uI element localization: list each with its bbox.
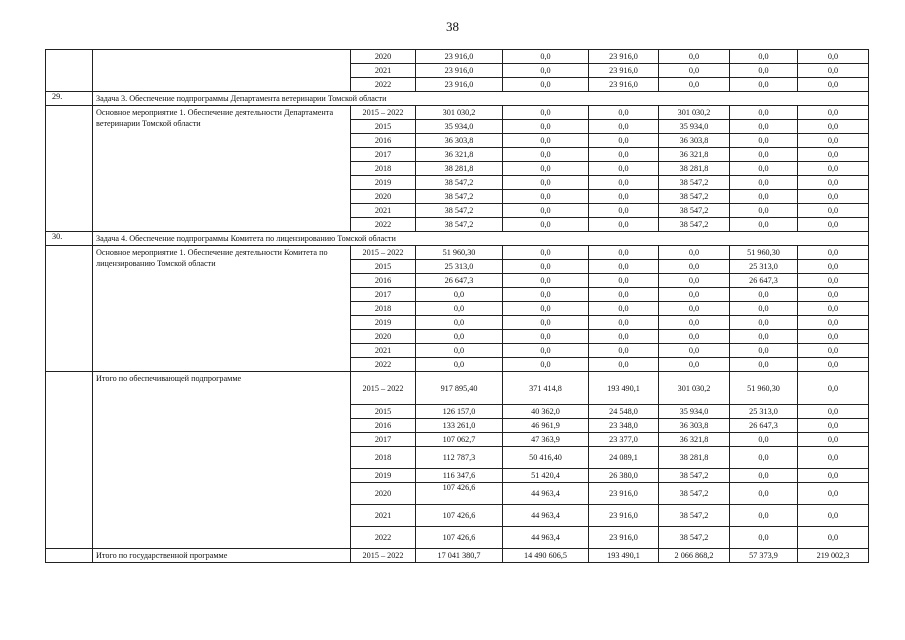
value-cell: 0,0 [589,106,659,120]
value-cell: 0,0 [503,358,589,372]
budget-table [45,49,869,563]
value-cell: 0,0 [589,344,659,358]
value-cell: 0,0 [730,316,798,330]
period-cell: 2020 [351,190,416,204]
value-cell: 0,0 [659,358,730,372]
value-cell: 23 916,0 [589,64,659,78]
period-cell: 2021 [351,344,416,358]
task-title-cell: Задача 3. Обеспечение подпрограммы Департамента ветеринарии Томской области [93,92,869,106]
value-cell: 219 002,3 [798,549,869,563]
value-cell: 44 963,4 [503,505,589,527]
value-cell: 0,0 [416,358,503,372]
value-cell: 0,0 [416,330,503,344]
value-cell: 25 313,0 [730,260,798,274]
row-number-cell [46,106,93,232]
value-cell: 0,0 [730,505,798,527]
table-row [46,549,869,563]
period-cell: 2016 [351,134,416,148]
value-cell: 107 426,6 [416,527,503,549]
value-cell: 0,0 [798,120,869,134]
value-cell: 14 490 606,5 [503,549,589,563]
value-cell: 126 157,0 [416,405,503,419]
row-number-cell [46,549,93,563]
value-cell: 301 030,2 [659,106,730,120]
value-cell: 35 934,0 [416,120,503,134]
task-title-cell: Задача 4. Обеспечение подпрограммы Комитета по лицензированию Томской области [93,232,869,246]
value-cell: 0,0 [798,302,869,316]
value-cell: 0,0 [798,358,869,372]
value-cell: 0,0 [798,162,869,176]
value-cell: 0,0 [798,288,869,302]
period-cell: 2017 [351,148,416,162]
value-cell: 0,0 [416,288,503,302]
value-cell: 0,0 [730,344,798,358]
value-cell: 0,0 [503,78,589,92]
value-cell: 0,0 [416,316,503,330]
value-cell: 38 281,8 [416,162,503,176]
value-cell: 0,0 [659,288,730,302]
value-cell: 0,0 [798,447,869,469]
value-cell: 35 934,0 [659,120,730,134]
value-cell: 23 916,0 [589,78,659,92]
row-number-cell: 30. [46,232,93,246]
value-cell: 17 041 380,7 [416,549,503,563]
value-cell: 0,0 [730,190,798,204]
value-cell: 0,0 [798,246,869,260]
value-cell: 0,0 [503,204,589,218]
value-cell: 0,0 [503,274,589,288]
row-number-cell [46,246,93,372]
table-row [46,106,869,120]
period-cell: 2015 [351,120,416,134]
value-cell: 0,0 [730,302,798,316]
row-number-cell [46,372,93,549]
value-cell: 0,0 [589,134,659,148]
value-cell: 0,0 [730,176,798,190]
activity-label-cell [93,50,351,92]
value-cell: 38 547,2 [659,218,730,232]
table-row [46,50,869,64]
value-cell: 0,0 [659,64,730,78]
value-cell: 2 066 868,2 [659,549,730,563]
value-cell: 51 420,4 [503,469,589,483]
value-cell: 0,0 [730,483,798,505]
value-cell: 26 647,3 [416,274,503,288]
value-cell: 25 313,0 [730,405,798,419]
period-cell: 2018 [351,162,416,176]
value-cell: 38 547,2 [659,204,730,218]
value-cell: 0,0 [503,260,589,274]
value-cell: 0,0 [659,344,730,358]
value-cell: 0,0 [503,176,589,190]
value-cell: 0,0 [798,134,869,148]
value-cell: 0,0 [589,246,659,260]
value-cell: 24 548,0 [589,405,659,419]
value-cell: 0,0 [798,469,869,483]
period-cell: 2021 [351,64,416,78]
value-cell: 0,0 [589,288,659,302]
value-cell: 36 321,8 [659,433,730,447]
value-cell: 0,0 [659,246,730,260]
value-cell: 0,0 [503,50,589,64]
value-cell: 0,0 [798,372,869,405]
task-row [46,232,869,246]
value-cell: 0,0 [730,106,798,120]
period-cell: 2019 [351,316,416,330]
period-cell: 2017 [351,433,416,447]
value-cell: 0,0 [730,148,798,162]
value-cell: 0,0 [503,64,589,78]
value-cell: 0,0 [503,106,589,120]
value-cell: 301 030,2 [659,372,730,405]
period-cell: 2018 [351,447,416,469]
value-cell: 0,0 [730,433,798,447]
value-cell: 36 303,8 [659,419,730,433]
value-cell: 107 426,6 [416,483,503,505]
period-cell: 2021 [351,505,416,527]
value-cell: 0,0 [730,358,798,372]
value-cell: 0,0 [659,78,730,92]
value-cell: 38 547,2 [416,204,503,218]
value-cell: 0,0 [798,218,869,232]
value-cell: 0,0 [659,260,730,274]
value-cell: 51 960,30 [730,372,798,405]
period-cell: 2015 [351,405,416,419]
value-cell: 38 547,2 [659,176,730,190]
value-cell: 0,0 [798,405,869,419]
value-cell: 23 916,0 [416,78,503,92]
period-cell: 2016 [351,274,416,288]
activity-label-cell: Итого по обеспечивающей подпрограмме [93,372,351,549]
value-cell: 0,0 [730,64,798,78]
value-cell: 38 547,2 [659,469,730,483]
value-cell: 0,0 [730,330,798,344]
period-cell: 2022 [351,358,416,372]
value-cell: 38 547,2 [416,190,503,204]
period-cell: 2019 [351,469,416,483]
period-cell: 2019 [351,176,416,190]
value-cell: 0,0 [589,316,659,330]
value-cell: 36 321,8 [416,148,503,162]
row-number-cell [46,50,93,92]
value-cell: 0,0 [659,302,730,316]
value-cell: 0,0 [798,505,869,527]
value-cell: 38 547,2 [416,176,503,190]
value-cell: 0,0 [503,344,589,358]
value-cell: 0,0 [589,162,659,176]
period-cell: 2015 – 2022 [351,106,416,120]
value-cell: 0,0 [589,204,659,218]
value-cell: 371 414,8 [503,372,589,405]
value-cell: 0,0 [659,274,730,288]
value-cell: 0,0 [730,120,798,134]
value-cell: 0,0 [503,162,589,176]
value-cell: 38 547,2 [659,527,730,549]
value-cell: 0,0 [416,344,503,358]
value-cell: 0,0 [798,483,869,505]
table-row [46,246,869,260]
value-cell: 0,0 [416,302,503,316]
value-cell: 0,0 [659,330,730,344]
value-cell: 0,0 [659,50,730,64]
value-cell: 0,0 [503,288,589,302]
period-cell: 2020 [351,50,416,64]
activity-label-cell: Итого по государственной программе [93,549,351,563]
value-cell: 0,0 [798,274,869,288]
value-cell: 0,0 [798,50,869,64]
row-number-cell: 29. [46,92,93,106]
value-cell: 23 916,0 [589,527,659,549]
value-cell: 0,0 [503,316,589,330]
value-cell: 38 547,2 [659,505,730,527]
table-row [46,372,869,405]
value-cell: 36 303,8 [416,134,503,148]
value-cell: 26 647,3 [730,274,798,288]
value-cell: 0,0 [798,204,869,218]
value-cell: 917 895,40 [416,372,503,405]
value-cell: 0,0 [503,302,589,316]
period-cell: 2021 [351,204,416,218]
value-cell: 0,0 [798,190,869,204]
value-cell: 0,0 [798,260,869,274]
value-cell: 0,0 [659,316,730,330]
value-cell: 38 547,2 [659,190,730,204]
value-cell: 0,0 [798,148,869,162]
value-cell: 301 030,2 [416,106,503,120]
period-cell: 2015 – 2022 [351,246,416,260]
activity-label-cell: Основное мероприятие 1. Обеспечение деятельности Департамента ветеринарии Томской области [93,106,351,232]
value-cell: 40 362,0 [503,405,589,419]
value-cell: 46 961,9 [503,419,589,433]
value-cell: 50 416,40 [503,447,589,469]
value-cell: 38 281,8 [659,447,730,469]
period-cell: 2016 [351,419,416,433]
value-cell: 0,0 [798,344,869,358]
value-cell: 0,0 [589,120,659,134]
value-cell: 36 321,8 [659,148,730,162]
value-cell: 193 490,1 [589,549,659,563]
value-cell: 0,0 [503,148,589,162]
value-cell: 0,0 [730,527,798,549]
value-cell: 0,0 [730,50,798,64]
value-cell: 23 916,0 [589,483,659,505]
value-cell: 0,0 [503,218,589,232]
value-cell: 35 934,0 [659,405,730,419]
value-cell: 23 377,0 [589,433,659,447]
activity-label-cell: Основное мероприятие 1. Обеспечение деятельности Комитета по лицензированию Томской области [93,246,351,372]
period-cell: 2020 [351,330,416,344]
value-cell: 0,0 [798,433,869,447]
value-cell: 0,0 [730,204,798,218]
period-cell: 2022 [351,78,416,92]
value-cell: 0,0 [798,330,869,344]
value-cell: 25 313,0 [416,260,503,274]
period-cell: 2022 [351,218,416,232]
value-cell: 0,0 [589,358,659,372]
value-cell: 193 490,1 [589,372,659,405]
value-cell: 0,0 [798,106,869,120]
value-cell: 26 647,3 [730,419,798,433]
value-cell: 44 963,4 [503,483,589,505]
period-cell: 2017 [351,288,416,302]
value-cell: 0,0 [589,218,659,232]
value-cell: 0,0 [589,260,659,274]
value-cell: 23 348,0 [589,419,659,433]
value-cell: 38 547,2 [659,483,730,505]
value-cell: 38 281,8 [659,162,730,176]
value-cell: 116 347,6 [416,469,503,483]
value-cell: 0,0 [503,190,589,204]
value-cell: 0,0 [589,190,659,204]
value-cell: 57 373,9 [730,549,798,563]
period-cell: 2015 – 2022 [351,549,416,563]
value-cell: 44 963,4 [503,527,589,549]
period-cell: 2018 [351,302,416,316]
value-cell: 0,0 [503,134,589,148]
value-cell: 51 960,30 [416,246,503,260]
value-cell: 0,0 [730,78,798,92]
value-cell: 23 916,0 [416,64,503,78]
value-cell: 0,0 [589,302,659,316]
value-cell: 0,0 [589,148,659,162]
value-cell: 0,0 [730,134,798,148]
value-cell: 36 303,8 [659,134,730,148]
period-cell: 2015 – 2022 [351,372,416,405]
value-cell: 26 380,0 [589,469,659,483]
value-cell: 0,0 [730,218,798,232]
value-cell: 0,0 [503,330,589,344]
value-cell: 0,0 [589,176,659,190]
value-cell: 0,0 [730,162,798,176]
value-cell: 47 363,9 [503,433,589,447]
value-cell: 0,0 [730,447,798,469]
value-cell: 0,0 [798,78,869,92]
period-cell: 2015 [351,260,416,274]
value-cell: 107 426,6 [416,505,503,527]
value-cell: 0,0 [798,64,869,78]
value-cell: 24 089,1 [589,447,659,469]
value-cell: 0,0 [589,274,659,288]
task-row [46,92,869,106]
period-cell: 2022 [351,527,416,549]
value-cell: 23 916,0 [416,50,503,64]
value-cell: 0,0 [798,527,869,549]
value-cell: 0,0 [503,246,589,260]
value-cell: 0,0 [730,469,798,483]
value-cell: 0,0 [730,288,798,302]
value-cell: 0,0 [798,176,869,190]
value-cell: 112 787,3 [416,447,503,469]
value-cell: 51 960,30 [730,246,798,260]
value-cell: 0,0 [798,316,869,330]
value-cell: 0,0 [589,330,659,344]
value-cell: 133 261,0 [416,419,503,433]
value-cell: 0,0 [798,419,869,433]
period-cell: 2020 [351,483,416,505]
value-cell: 38 547,2 [416,218,503,232]
value-cell: 0,0 [503,120,589,134]
value-cell: 107 062,7 [416,433,503,447]
value-cell: 23 916,0 [589,505,659,527]
value-cell: 23 916,0 [589,50,659,64]
page-number: 38 [446,19,459,34]
